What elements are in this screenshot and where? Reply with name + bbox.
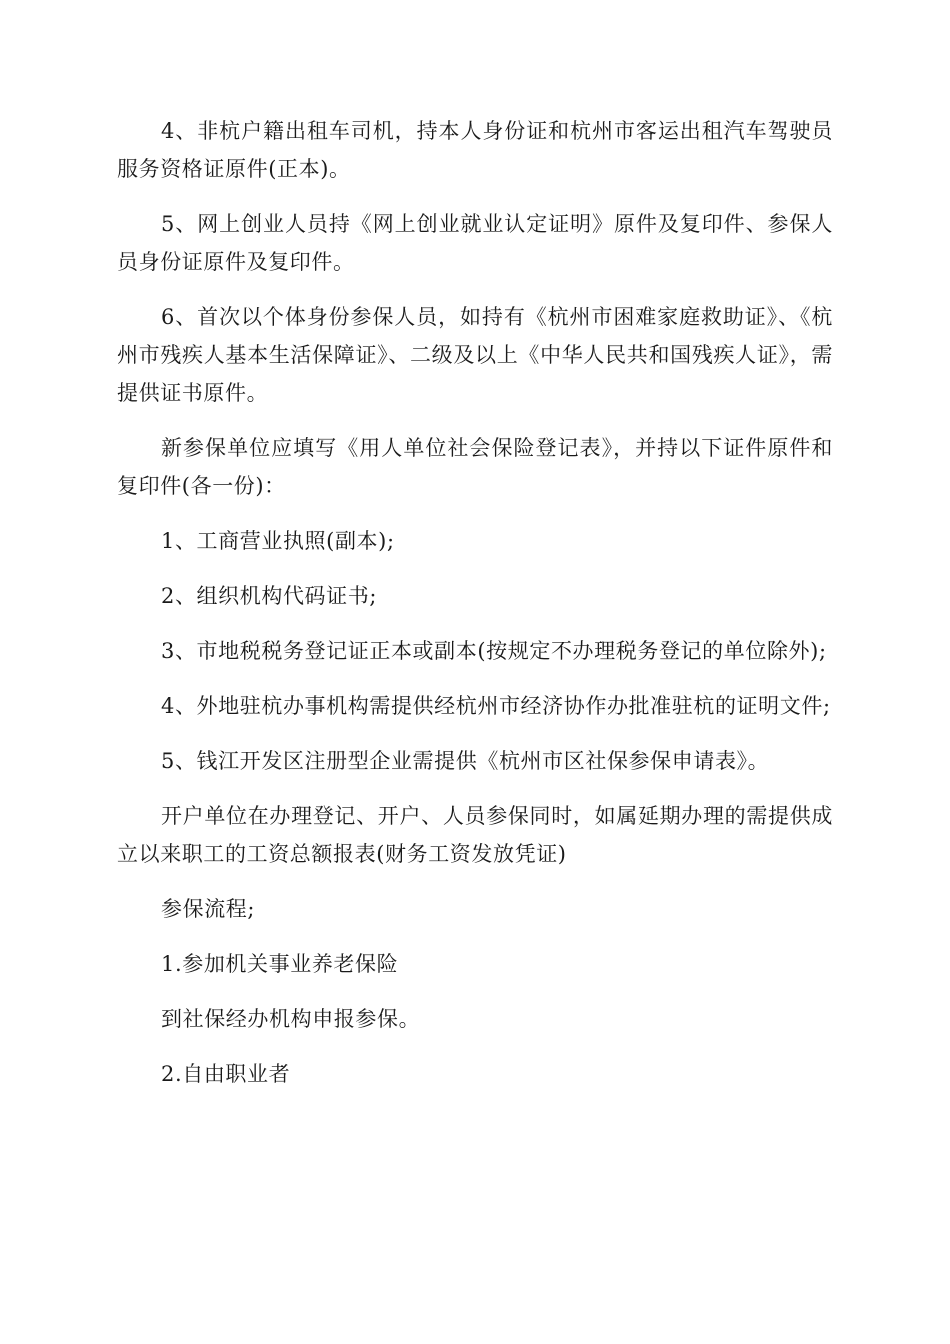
paragraph-qianjiang-enterprise: 5、钱江开发区注册型企业需提供《杭州市区社保参保申请表》。: [161, 749, 770, 773]
paragraph-business-license: 1、工商营业执照(副本);: [161, 529, 395, 553]
section-heading-process: 参保流程;: [161, 897, 256, 921]
paragraph-new-unit-requirements: 新参保单位应填写《用人单位社会保险登记表》，并持以下证件原件和复印件(各一份)：: [117, 436, 833, 498]
paragraph-online-entrepreneur: 5、网上创业人员持《网上创业就业认定证明》原件及复印件、参保人员身份证原件及复印件。: [117, 212, 833, 274]
paragraph-taxi-driver: 4、非杭户籍出租车司机，持本人身份证和杭州市客运出租汽车驾驶员服务资格证原件(正本)。: [117, 119, 833, 181]
step-institution-pension: 1.参加机关事业养老保险: [161, 952, 399, 976]
step-freelancer: 2.自由职业者: [161, 1062, 291, 1086]
paragraph-external-office: 4、外地驻杭办事机构需提供经杭州市经济协作办批准驻杭的证明文件;: [161, 694, 831, 718]
document-page: [117, 112, 833, 1093]
step-institution-detail: 到社保经办机构申报参保。: [161, 1007, 421, 1031]
paragraph-tax-registration: 3、市地税税务登记证正本或副本(按规定不办理税务登记的单位除外);: [161, 639, 827, 663]
paragraph-organization-code: 2、组织机构代码证书;: [161, 584, 378, 608]
paragraph-delayed-processing: 开户单位在办理登记、开户、人员参保同时，如属延期办理的需提供成立以来职工的工资总额报表(财务工资发放凭证): [117, 804, 833, 866]
paragraph-first-individual: 6、首次以个体身份参保人员，如持有《杭州市困难家庭救助证》、《杭州市残疾人基本生活保障证》、二级及以上《中华人民共和国残疾人证》，需提供证书原件。: [117, 305, 833, 405]
